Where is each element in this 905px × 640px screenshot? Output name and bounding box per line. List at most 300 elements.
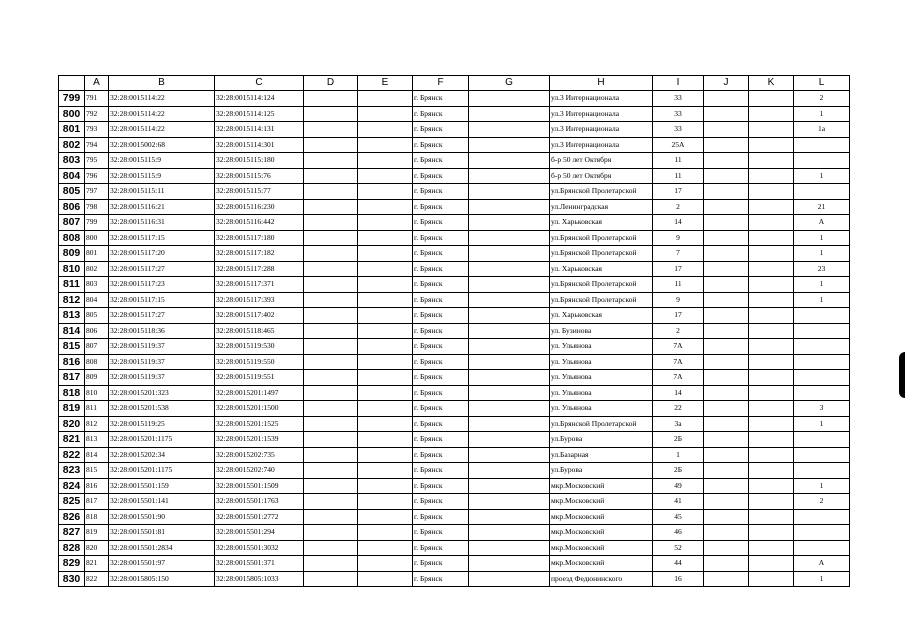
cell-k[interactable] xyxy=(749,339,794,355)
cell-l[interactable] xyxy=(794,308,850,324)
cell-l[interactable] xyxy=(794,385,850,401)
cell-f[interactable]: г. Брянск xyxy=(413,106,469,122)
cell-b[interactable]: 32:28:0015114:22 xyxy=(109,106,215,122)
cell-a[interactable]: 821 xyxy=(85,556,109,572)
row-number[interactable]: 815 xyxy=(59,339,85,355)
cell-f[interactable]: г. Брянск xyxy=(413,370,469,386)
cell-d[interactable] xyxy=(304,199,358,215)
cell-g[interactable] xyxy=(469,246,550,262)
cell-g[interactable] xyxy=(469,509,550,525)
cell-g[interactable] xyxy=(469,556,550,572)
cell-l[interactable]: А xyxy=(794,215,850,231)
cell-k[interactable] xyxy=(749,199,794,215)
cell-f[interactable]: г. Брянск xyxy=(413,277,469,293)
cell-d[interactable] xyxy=(304,525,358,541)
cell-c[interactable]: 32:28:0015116:230 xyxy=(215,199,304,215)
row-number[interactable]: 821 xyxy=(59,432,85,448)
cell-k[interactable] xyxy=(749,540,794,556)
cell-l[interactable]: 2 xyxy=(794,494,850,510)
row-number[interactable]: 825 xyxy=(59,494,85,510)
cell-j[interactable] xyxy=(704,106,749,122)
cell-e[interactable] xyxy=(358,292,413,308)
cell-c[interactable]: 32:28:0015201:1497 xyxy=(215,385,304,401)
cell-b[interactable]: 32:28:0015115:11 xyxy=(109,184,215,200)
cell-b[interactable]: 32:28:0015117:27 xyxy=(109,261,215,277)
cell-g[interactable] xyxy=(469,184,550,200)
cell-a[interactable]: 819 xyxy=(85,525,109,541)
cell-f[interactable]: г. Брянск xyxy=(413,168,469,184)
cell-j[interactable] xyxy=(704,463,749,479)
cell-i[interactable]: 2Б xyxy=(653,432,704,448)
cell-k[interactable] xyxy=(749,122,794,138)
cell-g[interactable] xyxy=(469,91,550,107)
cell-b[interactable]: 32:28:0015114:22 xyxy=(109,122,215,138)
cell-g[interactable] xyxy=(469,122,550,138)
row-number[interactable]: 823 xyxy=(59,463,85,479)
cell-a[interactable]: 820 xyxy=(85,540,109,556)
cell-j[interactable] xyxy=(704,199,749,215)
cell-c[interactable]: 32:28:0015117:371 xyxy=(215,277,304,293)
cell-c[interactable]: 32:28:0015118:465 xyxy=(215,323,304,339)
row-number[interactable]: 810 xyxy=(59,261,85,277)
cell-l[interactable] xyxy=(794,370,850,386)
cell-d[interactable] xyxy=(304,106,358,122)
cell-k[interactable] xyxy=(749,416,794,432)
cell-b[interactable]: 32:28:0015501:90 xyxy=(109,509,215,525)
cell-c[interactable]: 32:28:0015114:301 xyxy=(215,137,304,153)
cell-l[interactable]: 3 xyxy=(794,401,850,417)
cell-i[interactable]: 45 xyxy=(653,509,704,525)
column-header-c[interactable]: C xyxy=(215,76,304,91)
cell-a[interactable]: 814 xyxy=(85,447,109,463)
cell-f[interactable]: г. Брянск xyxy=(413,339,469,355)
cell-c[interactable]: 32:28:0015117:393 xyxy=(215,292,304,308)
cell-h[interactable]: ул.Брянской Пролетарской xyxy=(550,246,653,262)
cell-a[interactable]: 798 xyxy=(85,199,109,215)
cell-c[interactable]: 32:28:0015117:402 xyxy=(215,308,304,324)
cell-g[interactable] xyxy=(469,230,550,246)
cell-c[interactable]: 32:28:0015117:182 xyxy=(215,246,304,262)
cell-e[interactable] xyxy=(358,370,413,386)
cell-d[interactable] xyxy=(304,447,358,463)
cell-k[interactable] xyxy=(749,556,794,572)
cell-j[interactable] xyxy=(704,323,749,339)
column-header-f[interactable]: F xyxy=(413,76,469,91)
cell-d[interactable] xyxy=(304,277,358,293)
cell-l[interactable] xyxy=(794,447,850,463)
cell-l[interactable]: 2 xyxy=(794,91,850,107)
cell-f[interactable]: г. Брянск xyxy=(413,447,469,463)
cell-e[interactable] xyxy=(358,168,413,184)
cell-k[interactable] xyxy=(749,385,794,401)
cell-i[interactable]: 7А xyxy=(653,370,704,386)
cell-e[interactable] xyxy=(358,509,413,525)
cell-j[interactable] xyxy=(704,432,749,448)
cell-e[interactable] xyxy=(358,463,413,479)
row-number[interactable]: 809 xyxy=(59,246,85,262)
column-header-l[interactable]: L xyxy=(794,76,850,91)
cell-h[interactable]: ул.Бурова xyxy=(550,463,653,479)
cell-e[interactable] xyxy=(358,91,413,107)
cell-j[interactable] xyxy=(704,416,749,432)
cell-i[interactable]: 9 xyxy=(653,292,704,308)
row-number[interactable]: 827 xyxy=(59,525,85,541)
cell-e[interactable] xyxy=(358,540,413,556)
cell-i[interactable]: 3а xyxy=(653,416,704,432)
cell-c[interactable]: 32:28:0015115:180 xyxy=(215,153,304,169)
cell-b[interactable]: 32:28:0015118:36 xyxy=(109,323,215,339)
cell-e[interactable] xyxy=(358,323,413,339)
cell-b[interactable]: 32:28:0015501:81 xyxy=(109,525,215,541)
cell-j[interactable] xyxy=(704,215,749,231)
cell-b[interactable]: 32:28:0015115:9 xyxy=(109,168,215,184)
cell-j[interactable] xyxy=(704,494,749,510)
cell-i[interactable]: 7А xyxy=(653,354,704,370)
cell-a[interactable]: 811 xyxy=(85,401,109,417)
cell-i[interactable]: 25А xyxy=(653,137,704,153)
row-number[interactable]: 806 xyxy=(59,199,85,215)
cell-l[interactable]: 1 xyxy=(794,230,850,246)
row-number[interactable]: 816 xyxy=(59,354,85,370)
cell-g[interactable] xyxy=(469,168,550,184)
column-header-g[interactable]: G xyxy=(469,76,550,91)
row-number[interactable]: 817 xyxy=(59,370,85,386)
cell-h[interactable]: ул. Ульянова xyxy=(550,370,653,386)
cell-c[interactable]: 32:28:0015501:294 xyxy=(215,525,304,541)
cell-h[interactable]: ул. Ульянова xyxy=(550,354,653,370)
column-header-i[interactable]: I xyxy=(653,76,704,91)
cell-d[interactable] xyxy=(304,308,358,324)
cell-k[interactable] xyxy=(749,478,794,494)
cell-f[interactable]: г. Брянск xyxy=(413,137,469,153)
column-header-e[interactable]: E xyxy=(358,76,413,91)
row-number[interactable]: 800 xyxy=(59,106,85,122)
cell-k[interactable] xyxy=(749,137,794,153)
cell-j[interactable] xyxy=(704,153,749,169)
column-header-d[interactable]: D xyxy=(304,76,358,91)
cell-e[interactable] xyxy=(358,385,413,401)
cell-h[interactable]: ул. Харьковская xyxy=(550,261,653,277)
cell-g[interactable] xyxy=(469,525,550,541)
cell-d[interactable] xyxy=(304,463,358,479)
cell-f[interactable]: г. Брянск xyxy=(413,215,469,231)
cell-g[interactable] xyxy=(469,137,550,153)
cell-c[interactable]: 32:28:0015201:1500 xyxy=(215,401,304,417)
cell-k[interactable] xyxy=(749,494,794,510)
cell-h[interactable]: ул.Брянской Пролетарской xyxy=(550,230,653,246)
cell-i[interactable]: 52 xyxy=(653,540,704,556)
cell-i[interactable]: 2 xyxy=(653,199,704,215)
cell-a[interactable]: 796 xyxy=(85,168,109,184)
cell-f[interactable]: г. Брянск xyxy=(413,416,469,432)
cell-c[interactable]: 32:28:0015501:2772 xyxy=(215,509,304,525)
cell-f[interactable]: г. Брянск xyxy=(413,385,469,401)
row-number[interactable]: 801 xyxy=(59,122,85,138)
cell-h[interactable]: ул. Ульянова xyxy=(550,401,653,417)
cell-d[interactable] xyxy=(304,323,358,339)
cell-j[interactable] xyxy=(704,246,749,262)
column-header-h[interactable]: H xyxy=(550,76,653,91)
cell-k[interactable] xyxy=(749,168,794,184)
cell-h[interactable]: ул.3 Интернационала xyxy=(550,137,653,153)
row-number[interactable]: 803 xyxy=(59,153,85,169)
cell-h[interactable]: мкр.Московский xyxy=(550,509,653,525)
cell-i[interactable]: 2 xyxy=(653,323,704,339)
cell-i[interactable]: 14 xyxy=(653,385,704,401)
cell-a[interactable]: 813 xyxy=(85,432,109,448)
cell-c[interactable]: 32:28:0015119:530 xyxy=(215,339,304,355)
cell-f[interactable]: г. Брянск xyxy=(413,540,469,556)
cell-l[interactable] xyxy=(794,540,850,556)
cell-h[interactable]: ул. Бузинова xyxy=(550,323,653,339)
cell-g[interactable] xyxy=(469,308,550,324)
cell-j[interactable] xyxy=(704,261,749,277)
cell-f[interactable]: г. Брянск xyxy=(413,261,469,277)
cell-b[interactable]: 32:28:0015202:34 xyxy=(109,447,215,463)
cell-g[interactable] xyxy=(469,385,550,401)
cell-g[interactable] xyxy=(469,416,550,432)
cell-i[interactable]: 49 xyxy=(653,478,704,494)
cell-b[interactable]: 32:28:0015117:15 xyxy=(109,292,215,308)
cell-g[interactable] xyxy=(469,106,550,122)
column-header-a[interactable]: A xyxy=(85,76,109,91)
cell-d[interactable] xyxy=(304,385,358,401)
cell-d[interactable] xyxy=(304,230,358,246)
cell-e[interactable] xyxy=(358,184,413,200)
cell-i[interactable]: 46 xyxy=(653,525,704,541)
cell-k[interactable] xyxy=(749,153,794,169)
cell-g[interactable] xyxy=(469,277,550,293)
cell-e[interactable] xyxy=(358,447,413,463)
cell-c[interactable]: 32:28:0015117:180 xyxy=(215,230,304,246)
cell-j[interactable] xyxy=(704,509,749,525)
cell-a[interactable]: 822 xyxy=(85,571,109,587)
cell-b[interactable]: 32:28:0015501:159 xyxy=(109,478,215,494)
cell-f[interactable]: г. Брянск xyxy=(413,463,469,479)
cell-i[interactable]: 7 xyxy=(653,246,704,262)
cell-d[interactable] xyxy=(304,292,358,308)
cell-e[interactable] xyxy=(358,199,413,215)
cell-e[interactable] xyxy=(358,308,413,324)
cell-l[interactable]: 1 xyxy=(794,246,850,262)
cell-j[interactable] xyxy=(704,168,749,184)
cell-k[interactable] xyxy=(749,277,794,293)
cell-h[interactable]: ул.3 Интернационала xyxy=(550,122,653,138)
cell-d[interactable] xyxy=(304,91,358,107)
cell-j[interactable] xyxy=(704,292,749,308)
row-number[interactable]: 802 xyxy=(59,137,85,153)
cell-a[interactable]: 793 xyxy=(85,122,109,138)
cell-h[interactable]: мкр.Московский xyxy=(550,525,653,541)
cell-k[interactable] xyxy=(749,246,794,262)
column-header-b[interactable]: B xyxy=(109,76,215,91)
cell-c[interactable]: 32:28:0015119:551 xyxy=(215,370,304,386)
cell-h[interactable]: ул.3 Интернационала xyxy=(550,91,653,107)
cell-g[interactable] xyxy=(469,401,550,417)
cell-j[interactable] xyxy=(704,137,749,153)
cell-g[interactable] xyxy=(469,153,550,169)
cell-i[interactable]: 22 xyxy=(653,401,704,417)
cell-e[interactable] xyxy=(358,106,413,122)
cell-l[interactable]: 1 xyxy=(794,106,850,122)
cell-c[interactable]: 32:28:0015501:1509 xyxy=(215,478,304,494)
cell-d[interactable] xyxy=(304,478,358,494)
cell-i[interactable]: 14 xyxy=(653,215,704,231)
row-number[interactable]: 819 xyxy=(59,401,85,417)
cell-k[interactable] xyxy=(749,447,794,463)
cell-f[interactable]: г. Брянск xyxy=(413,478,469,494)
cell-a[interactable]: 818 xyxy=(85,509,109,525)
cell-e[interactable] xyxy=(358,122,413,138)
row-number[interactable]: 828 xyxy=(59,540,85,556)
row-number[interactable]: 822 xyxy=(59,447,85,463)
cell-g[interactable] xyxy=(469,463,550,479)
cell-j[interactable] xyxy=(704,401,749,417)
cell-l[interactable] xyxy=(794,153,850,169)
cell-a[interactable]: 805 xyxy=(85,308,109,324)
cell-e[interactable] xyxy=(358,261,413,277)
cell-l[interactable]: 1 xyxy=(794,478,850,494)
row-number[interactable]: 829 xyxy=(59,556,85,572)
cell-l[interactable] xyxy=(794,509,850,525)
cell-g[interactable] xyxy=(469,432,550,448)
cell-b[interactable]: 32:28:0015501:97 xyxy=(109,556,215,572)
cell-k[interactable] xyxy=(749,292,794,308)
cell-f[interactable]: г. Брянск xyxy=(413,246,469,262)
cell-i[interactable]: 7А xyxy=(653,339,704,355)
cell-i[interactable]: 33 xyxy=(653,91,704,107)
cell-j[interactable] xyxy=(704,184,749,200)
cell-f[interactable]: г. Брянск xyxy=(413,323,469,339)
cell-f[interactable]: г. Брянск xyxy=(413,556,469,572)
row-number[interactable]: 813 xyxy=(59,308,85,324)
cell-j[interactable] xyxy=(704,385,749,401)
cell-d[interactable] xyxy=(304,494,358,510)
cell-d[interactable] xyxy=(304,401,358,417)
cell-a[interactable]: 791 xyxy=(85,91,109,107)
cell-k[interactable] xyxy=(749,509,794,525)
cell-j[interactable] xyxy=(704,525,749,541)
cell-l[interactable] xyxy=(794,525,850,541)
cell-e[interactable] xyxy=(358,137,413,153)
cell-a[interactable]: 817 xyxy=(85,494,109,510)
cell-g[interactable] xyxy=(469,370,550,386)
cell-a[interactable]: 815 xyxy=(85,463,109,479)
cell-l[interactable]: А xyxy=(794,556,850,572)
row-number[interactable]: 808 xyxy=(59,230,85,246)
cell-f[interactable]: г. Брянск xyxy=(413,91,469,107)
cell-l[interactable] xyxy=(794,184,850,200)
cell-d[interactable] xyxy=(304,339,358,355)
cell-h[interactable]: проезд Федюнинского xyxy=(550,571,653,587)
cell-c[interactable]: 32:28:0015119:550 xyxy=(215,354,304,370)
cell-f[interactable]: г. Брянск xyxy=(413,199,469,215)
cell-i[interactable]: 1 xyxy=(653,447,704,463)
cell-i[interactable]: 17 xyxy=(653,308,704,324)
cell-g[interactable] xyxy=(469,571,550,587)
cell-a[interactable]: 795 xyxy=(85,153,109,169)
cell-c[interactable]: 32:28:0015501:3032 xyxy=(215,540,304,556)
cell-c[interactable]: 32:28:0015501:371 xyxy=(215,556,304,572)
cell-f[interactable]: г. Брянск xyxy=(413,230,469,246)
cell-b[interactable]: 32:28:0015114:22 xyxy=(109,91,215,107)
cell-h[interactable]: ул.Брянской Пролетарской xyxy=(550,416,653,432)
cell-a[interactable]: 806 xyxy=(85,323,109,339)
cell-c[interactable]: 32:28:0015115:77 xyxy=(215,184,304,200)
row-number[interactable]: 804 xyxy=(59,168,85,184)
cell-d[interactable] xyxy=(304,184,358,200)
cell-d[interactable] xyxy=(304,215,358,231)
cell-g[interactable] xyxy=(469,215,550,231)
cell-g[interactable] xyxy=(469,261,550,277)
cell-l[interactable]: 23 xyxy=(794,261,850,277)
cell-h[interactable]: мкр.Московский xyxy=(550,478,653,494)
cell-i[interactable]: 2Б xyxy=(653,463,704,479)
cell-f[interactable]: г. Брянск xyxy=(413,292,469,308)
cell-j[interactable] xyxy=(704,370,749,386)
cell-c[interactable]: 32:28:0015114:124 xyxy=(215,91,304,107)
cell-h[interactable]: ул.3 Интернационала xyxy=(550,106,653,122)
cell-k[interactable] xyxy=(749,230,794,246)
cell-b[interactable]: 32:28:0015117:27 xyxy=(109,308,215,324)
cell-l[interactable] xyxy=(794,323,850,339)
cell-c[interactable]: 32:28:0015116:442 xyxy=(215,215,304,231)
cell-f[interactable]: г. Брянск xyxy=(413,571,469,587)
cell-a[interactable]: 802 xyxy=(85,261,109,277)
row-number[interactable]: 805 xyxy=(59,184,85,200)
cell-d[interactable] xyxy=(304,509,358,525)
cell-f[interactable]: г. Брянск xyxy=(413,122,469,138)
cell-l[interactable]: 1 xyxy=(794,168,850,184)
cell-j[interactable] xyxy=(704,556,749,572)
cell-h[interactable]: ул.Брянской Пролетарской xyxy=(550,277,653,293)
cell-h[interactable]: мкр.Московский xyxy=(550,540,653,556)
cell-h[interactable]: ул. Ульянова xyxy=(550,385,653,401)
cell-h[interactable]: б-р 50 лет Октября xyxy=(550,153,653,169)
cell-b[interactable]: 32:28:0015116:31 xyxy=(109,215,215,231)
cell-k[interactable] xyxy=(749,401,794,417)
cell-i[interactable]: 16 xyxy=(653,571,704,587)
cell-k[interactable] xyxy=(749,432,794,448)
cell-h[interactable]: ул. Харьковская xyxy=(550,215,653,231)
cell-g[interactable] xyxy=(469,354,550,370)
cell-a[interactable]: 812 xyxy=(85,416,109,432)
cell-e[interactable] xyxy=(358,401,413,417)
cell-b[interactable]: 32:28:0015119:37 xyxy=(109,354,215,370)
cell-l[interactable] xyxy=(794,137,850,153)
cell-d[interactable] xyxy=(304,261,358,277)
cell-c[interactable]: 32:28:0015115:76 xyxy=(215,168,304,184)
cell-g[interactable] xyxy=(469,199,550,215)
cell-i[interactable]: 33 xyxy=(653,106,704,122)
cell-d[interactable] xyxy=(304,416,358,432)
cell-b[interactable]: 32:28:0015117:20 xyxy=(109,246,215,262)
cell-h[interactable]: ул.Брянской Пролетарской xyxy=(550,184,653,200)
cell-e[interactable] xyxy=(358,230,413,246)
cell-e[interactable] xyxy=(358,525,413,541)
cell-j[interactable] xyxy=(704,230,749,246)
cell-d[interactable] xyxy=(304,246,358,262)
row-number[interactable]: 826 xyxy=(59,509,85,525)
cell-b[interactable]: 32:28:0015117:23 xyxy=(109,277,215,293)
cell-e[interactable] xyxy=(358,339,413,355)
cell-d[interactable] xyxy=(304,540,358,556)
cell-j[interactable] xyxy=(704,540,749,556)
row-number[interactable]: 820 xyxy=(59,416,85,432)
cell-b[interactable]: 32:28:0015117:15 xyxy=(109,230,215,246)
cell-a[interactable]: 810 xyxy=(85,385,109,401)
cell-a[interactable]: 804 xyxy=(85,292,109,308)
